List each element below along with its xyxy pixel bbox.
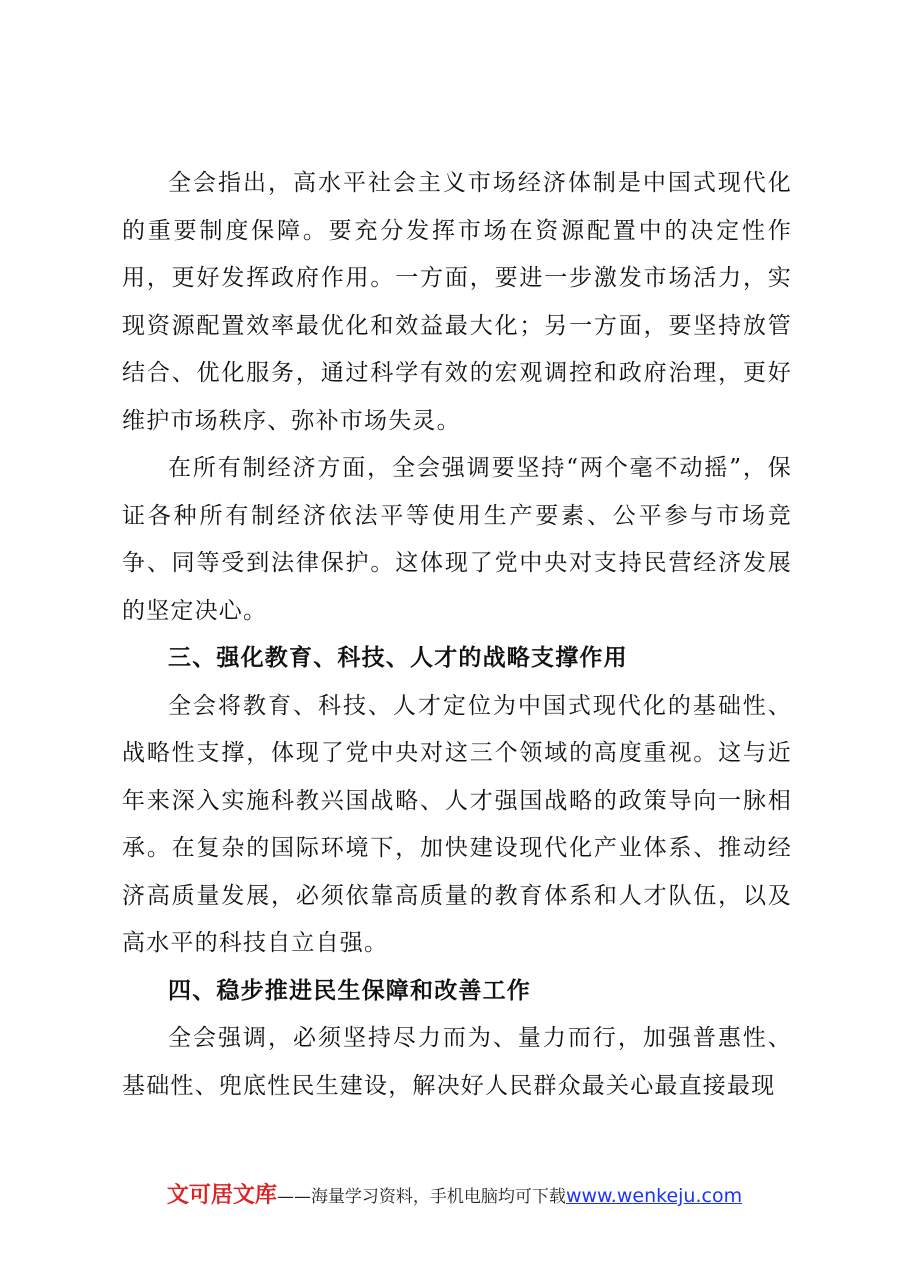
document-body <box>122 160 792 1110</box>
body-paragraph: 全会指出，高水平社会主义市场经济体制是中国式现代化的重要制度保障。要充分发挥市场在资源配置中的决定性作用，更好发挥政府作用。一方面，要进一步激发市场活力，实现资源配置效率最优化和效益最大化；另一方面，要坚持放管结合、优化服务，通过科学有效的宏观调控和政府治理，更好维护市场秩序、弥补市场失灵。 <box>122 170 792 434</box>
body-paragraph: 在所有制经济方面，全会强调要坚持“两个毫不动摇”，保证各种所有制经济依法平等使用生产要素、公平参与市场竞争、同等受到法律保护。这体现了党中央对支持民营经济发展的坚定决心。 <box>122 455 792 624</box>
footer-brand: 文可居文库 <box>166 1183 277 1208</box>
body-paragraph: 全会强调，必须坚持尽力而为、量力而行，加强普惠性、基础性、兜底性民生建设，解决好人民群众最关心最直接最现 <box>122 1025 792 1099</box>
section-heading: 三、强化教育、科技、人才的战略支撑作用 <box>168 645 628 671</box>
footer-website-link[interactable]: www.wenkeju.com <box>565 1185 743 1207</box>
footer-slogan: ——海量学习资料，手机电脑均可下载 <box>276 1187 566 1207</box>
section-heading: 四、稳步推进民生保障和改善工作 <box>168 977 531 1004</box>
body-paragraph: 全会将教育、科技、人才定位为中国式现代化的基础性、战略性支撑，体现了党中央对这三个领域的高度重视。这与近年来深入实施科教兴国战略、人才强国战略的政策导向一脉相承。在复杂的国际环境下，加快建设现代化产业体系、推动经济高质量发展，必须依靠高质量的教育体系和人才队伍，以及高水平的科技自立自强。 <box>122 692 792 956</box>
footer-banner <box>0 1180 909 1213</box>
